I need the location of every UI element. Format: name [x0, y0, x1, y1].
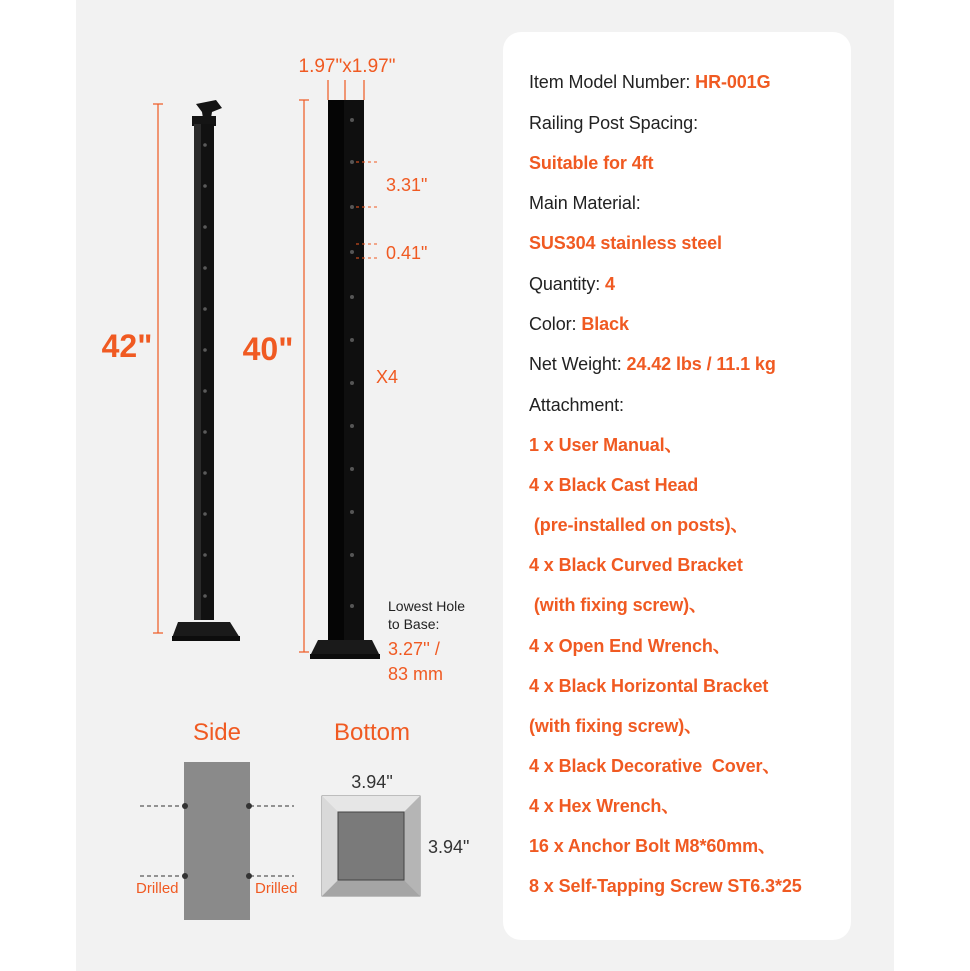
- height-42-label: 42": [101, 328, 153, 364]
- color-value: Black: [581, 314, 629, 334]
- attachment-item: 16 x Anchor Bolt M8*60mm、: [529, 836, 776, 856]
- dimension-42-line: [153, 104, 163, 633]
- spacing-label: Railing Post Spacing:: [529, 113, 698, 133]
- hole-spacing-label: 3.31": [386, 175, 428, 195]
- model-label: Item Model Number:: [529, 72, 691, 92]
- spec-color: [529, 313, 629, 335]
- attachment-item: 1 x User Manual、: [529, 435, 683, 455]
- bottom-view: [322, 796, 420, 896]
- attachment-item: (with fixing screw)、: [529, 595, 707, 615]
- top-size-line: [328, 80, 364, 100]
- material-value: SUS304 stainless steel: [529, 233, 722, 253]
- attachment-label: Attachment:: [529, 395, 624, 415]
- attachment-item: 4 x Open End Wrench、: [529, 636, 731, 656]
- post-with-head: [172, 100, 240, 641]
- bottom-depth-label: 3.94": [428, 837, 470, 857]
- dimension-40-line: [299, 100, 309, 652]
- material-label: Main Material:: [529, 193, 641, 213]
- side-view-title: Side: [192, 719, 242, 746]
- attachment-item: 8 x Self-Tapping Screw ST6.3*25: [529, 876, 802, 896]
- spec-weight: [529, 353, 776, 375]
- lowest-hole-value1: 3.27'' /: [388, 639, 440, 659]
- attachment-item: 4 x Black Decorative Cover、: [529, 756, 781, 776]
- spec-model: [529, 71, 771, 93]
- quantity-mark: X4: [376, 367, 399, 387]
- attachment-item: 4 x Hex Wrench、: [529, 796, 680, 816]
- weight-label: Net Weight:: [529, 354, 622, 374]
- attachment-item: (pre-installed on posts)、: [529, 515, 749, 535]
- weight-value: 24.42 lbs / 11.1 kg: [626, 354, 776, 374]
- quantity-label: Quantity:: [529, 274, 601, 294]
- bottom-view-title: Bottom: [333, 719, 411, 746]
- color-label: Color:: [529, 314, 577, 334]
- spacing-value: Suitable for 4ft: [529, 153, 654, 173]
- lowest-hole-line2: to Base:: [388, 616, 440, 632]
- hole-diameter-label: 0.41": [386, 243, 428, 263]
- lowest-hole-line1: Lowest Hole: [388, 598, 466, 614]
- attachment-item: 4 x Black Cast Head: [529, 475, 699, 495]
- quantity-value: 4: [605, 274, 615, 294]
- height-40-label: 40": [242, 331, 294, 367]
- attachment-item: 4 x Black Curved Bracket: [529, 555, 743, 575]
- model-value: HR-001G: [695, 72, 771, 92]
- lowest-hole-value2: 83 mm: [388, 664, 444, 684]
- attachment-item: 4 x Black Horizontal Bracket: [529, 676, 769, 696]
- spec-quantity: [529, 273, 615, 295]
- top-size-label: 1.97"x1.97": [298, 56, 396, 77]
- post-without-head: [310, 100, 380, 659]
- drilled-right-label: Drilled: [255, 880, 298, 897]
- drilled-left-label: Drilled: [136, 880, 179, 897]
- attachment-item: (with fixing screw)、: [529, 716, 703, 736]
- bottom-width-label: 3.94": [351, 772, 393, 792]
